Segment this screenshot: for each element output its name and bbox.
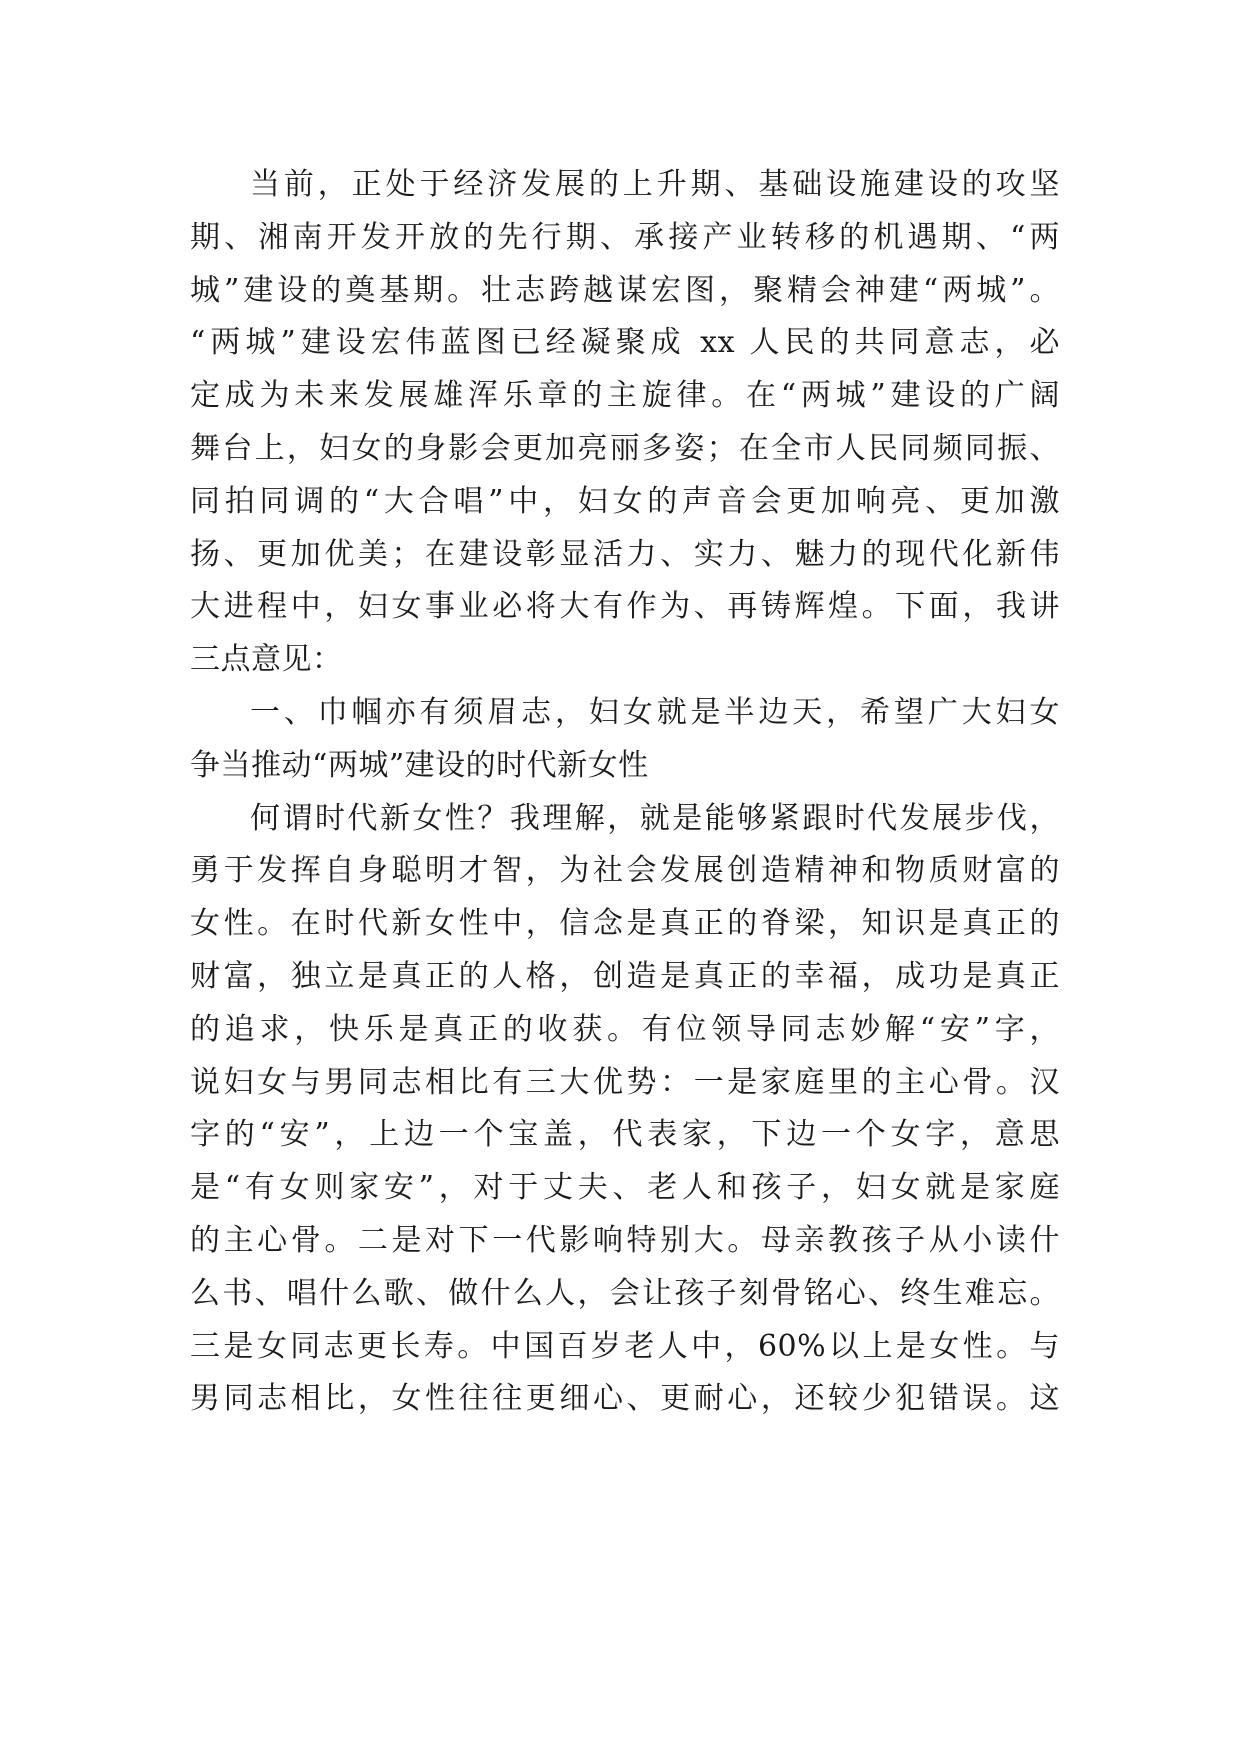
- paragraph-intro: [190, 159, 1060, 687]
- text-line: 同拍同调的“大合唱”中，妇女的声音会更加响亮、更加激: [190, 483, 1060, 519]
- text-line: 城”建设的奠基期。壮志跨越谋宏图，聚精会神建“两城”。: [190, 272, 1060, 308]
- text-line: 的主心骨。二是对下一代影响特别大。母亲教孩子从小读什: [190, 1222, 1060, 1258]
- text-line: 当前，正处于经济发展的上升期、基础设施建设的攻坚: [250, 167, 1060, 202]
- text-line: 女性。在时代新女性中，信念是真正的脊梁，知识是真正的: [190, 906, 1060, 942]
- heading-line: 争当推动“两城”建设的时代新女性: [190, 747, 649, 783]
- text-line: 勇于发挥自身聪明才智，为社会发展创造精神和物质财富的: [190, 853, 1060, 889]
- text-line: 期、湘南开发开放的先行期、承接产业转移的机遇期、“两: [190, 219, 1060, 255]
- text-line: 扬、更加优美；在建设彰显活力、实力、魅力的现代化新伟: [190, 536, 1060, 572]
- text-line: 财富，独立是真正的人格，创造是真正的幸福，成功是真正: [190, 958, 1060, 994]
- text-line: 是“有女则家安”，对于丈夫、老人和孩子，妇女就是家庭: [190, 1170, 1060, 1206]
- text-line: 舞台上，妇女的身影会更加亮丽多姿；在全市人民同频同振、: [190, 430, 1060, 466]
- text-line: 么书、唱什么歌、做什么人，会让孩子刻骨铭心、终生难忘。: [190, 1275, 1060, 1311]
- section-heading: [190, 687, 1060, 793]
- text-line: 的追求，快乐是真正的收获。有位领导同志妙解“安”字，: [190, 1011, 1060, 1047]
- document-body: [190, 159, 1060, 1426]
- text-line: 三点意见：: [190, 642, 343, 678]
- text-line: 何谓时代新女性？我理解，就是能够紧跟时代发展步伐，: [250, 800, 1060, 836]
- paragraph-new-women: [190, 793, 1060, 1427]
- text-line: 定成为未来发展雄浑乐章的主旋律。在“两城”建设的广阔: [190, 378, 1060, 414]
- text-line: 字的“安”，上边一个宝盖，代表家，下边一个女字，意思: [190, 1117, 1060, 1153]
- text-line: 大进程中，妇女事业必将大有作为、再铸辉煌。下面，我讲: [190, 589, 1060, 625]
- text-line: 三是女同志更长寿。中国百岁老人中，60%以上是女性。与: [190, 1328, 1060, 1364]
- text-line: 男同志相比，女性往往更细心、更耐心，还较少犯错误。这: [190, 1381, 1060, 1417]
- text-line: “两城”建设宏伟蓝图已经凝聚成 xx 人民的共同意志，必: [190, 325, 1060, 361]
- text-line: 说妇女与男同志相比有三大优势：一是家庭里的主心骨。汉: [190, 1064, 1060, 1100]
- heading-line: 一、巾帼亦有须眉志，妇女就是半边天，希望广大妇女: [250, 694, 1060, 730]
